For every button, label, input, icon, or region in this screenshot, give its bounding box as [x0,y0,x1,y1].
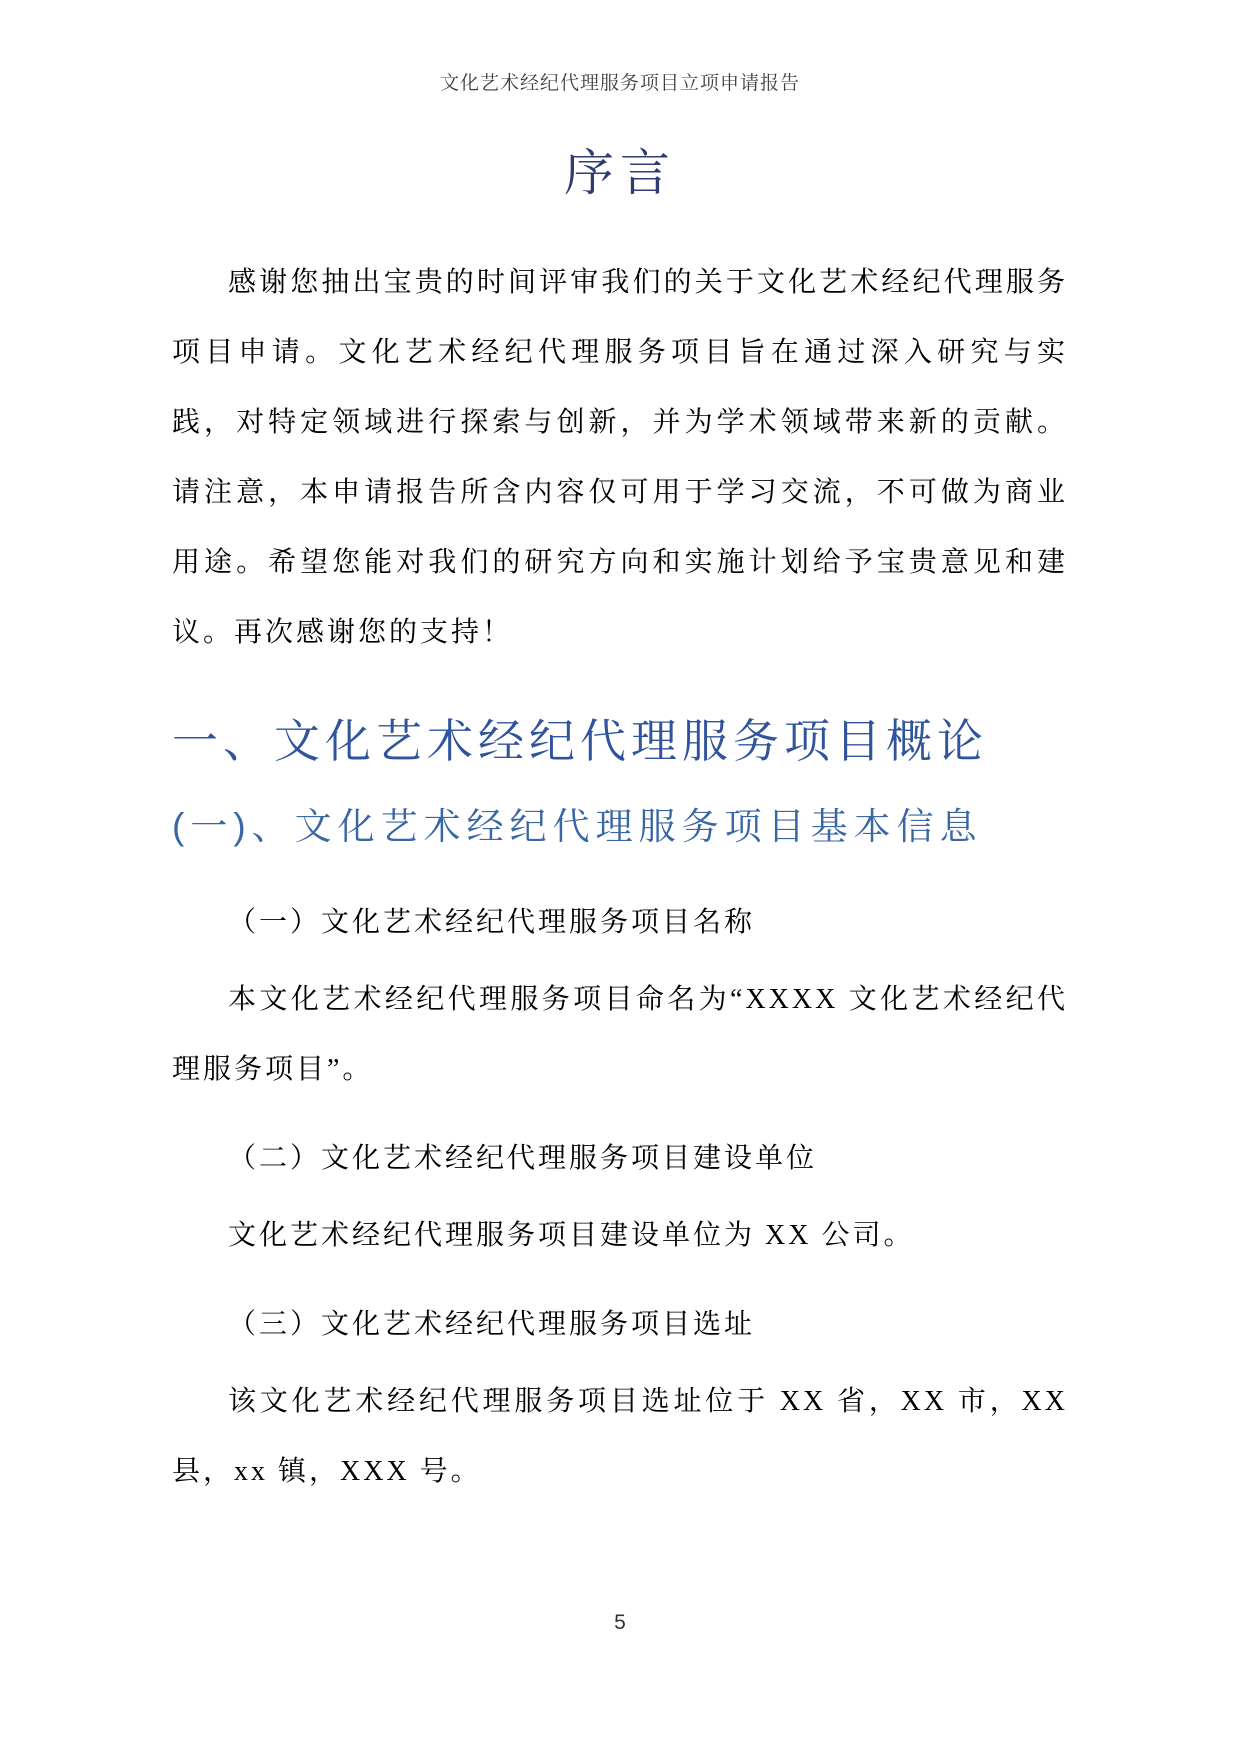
section-1-heading: 一、文化艺术经纪代理服务项目概论 [172,714,988,767]
item-2-body: 文化艺术经纪代理服务项目建设单位为 XX 公司。 [228,1220,915,1252]
running-header: 文化艺术经纪代理服务项目立项申请报告 [439,73,800,94]
preface-paragraph: 感谢您抽出宝贵的时间评审我们的关于文化艺术经纪代理服务项目申请。文化艺术经纪代理服务项目旨在通过深入研究与实践，对特定领域进行探索与创新，并为学术领域带来新的贡献。请注意，本申请报告所含内容仅可用于学习交流，不可做为商业用途。希望您能对我们的研究方向和实施计划给予宝贵意见和建议。再次感谢您的支持！ [172,266,1068,648]
item-3-heading: （三）文化艺术经纪代理服务项目选址 [228,1309,756,1341]
item-3-body: 该文化艺术经纪代理服务项目选址位于 XX 省，XX 市，XX 县，xx 镇，XXX 号。 [172,1386,1068,1488]
page-title: 序言 [564,145,676,201]
section-1-1-heading: (一)、文化艺术经纪代理服务项目基本信息 [172,805,983,847]
item-1-body: 本文化艺术经纪代理服务项目命名为“XXXX 文化艺术经纪代理服务项目”。 [172,984,1068,1086]
item-1-heading: （一）文化艺术经纪代理服务项目名称 [228,907,756,939]
item-2-heading: （二）文化艺术经纪代理服务项目建设单位 [228,1143,818,1175]
page-number: 5 [614,1611,626,1634]
